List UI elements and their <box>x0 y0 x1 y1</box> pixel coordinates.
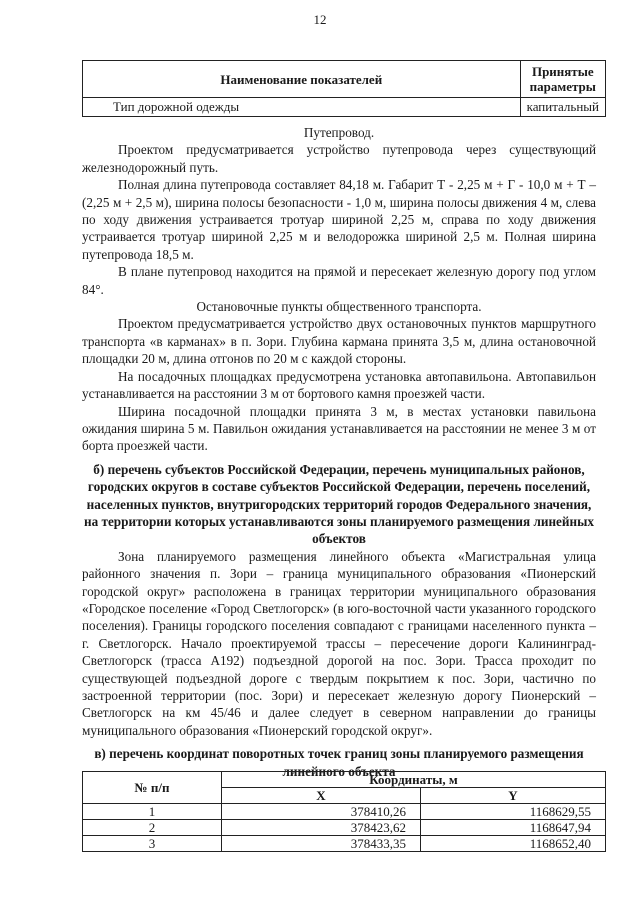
parameters-table-header <box>83 61 606 98</box>
section-c-heading: в) перечень координат поворотных точек границ зоны планируемого размещения линейного объекта <box>94 746 584 779</box>
section-b-heading: б) перечень субъектов Российской Федерации, перечень муниципальных районов, городских округов в составе субъектов Российской Федерации, перечень поселений, населенных пунктов, внутригородских территорий городов Федерального значения, на территории которых устанавливаются зоны планируемого размещения линейных объектов <box>83 461 594 547</box>
header-indicator-name: Наименование показателей <box>83 61 521 98</box>
document-body <box>82 124 596 780</box>
paragraph: В плане путепровод находится на прямой и пересекает железную дорогу под углом 84°. <box>82 264 596 297</box>
paragraph: Проектом предусматривается устройство путепровода через существующий железнодорожный путь. <box>82 142 596 175</box>
cell-y: 1168629,55 <box>421 804 606 820</box>
row-indicator-value: капитальный <box>520 98 605 117</box>
paragraph: Зона планируемого размещения линейного объекта «Магистральная улица районного значения п. Зори – граница муниципального образования «Пионерский городской округ» расположена в границах территории муниципального образования «Городское поселение «Город Светлогорск» (в юго-восточной части указанного городского поселения). Границы городского поселения совпадают с границами населенного пункта – г. Светлогорск. Начало проектируемой трассы – пересечение дороги Калининград-Светлогорск (трасса А192) подъездной дорогой на пос. Зори. Трасса проходит по существующей подъездной дороге с твердым покрытием к пос. Зори, частично по застроенной территории (пос. Зори) и пересекает железную дорогу Пионерский – Светлогорск на км 45/46 и далее следует в северном направлении до границы муниципального образования «Пионерский городской округ». <box>82 548 596 738</box>
header-y: Y <box>421 788 606 804</box>
cell-number: 1 <box>83 804 222 820</box>
parameters-table <box>82 60 606 117</box>
cell-number: 2 <box>83 820 222 836</box>
cell-x: 378423,62 <box>222 820 421 836</box>
header-row-number: № п/п <box>83 772 222 804</box>
table-row <box>83 804 606 820</box>
table-row <box>83 836 606 852</box>
cell-y: 1168647,94 <box>421 820 606 836</box>
paragraph: На посадочных площадках предусмотрена установка автопавильона. Автопавильон устанавливается на расстоянии 3 м от бортового камня проезжей части. <box>82 368 596 402</box>
cell-x: 378433,35 <box>222 836 421 852</box>
header-accepted-params: Принятые параметры <box>520 61 605 98</box>
table-row <box>83 98 606 117</box>
cell-y: 1168652,40 <box>421 836 606 852</box>
paragraph: Проектом предусматривается устройство двух остановочных пунктов маршрутного транспорта «в карманах» в п. Зори. Глубина кармана принята 3,5 м, длина остановочной площадки 20 м, длина отгонов по 20 м с каждой стороны. <box>82 316 596 367</box>
cell-number: 3 <box>83 836 222 852</box>
row-indicator-name: Тип дорожной одежды <box>83 98 521 117</box>
cell-x: 378410,26 <box>222 804 421 820</box>
header-x: X <box>222 788 421 804</box>
table-row <box>83 820 606 836</box>
header-coordinates: Координаты, м <box>222 772 606 788</box>
paragraph: Ширина посадочной площадки принята 3 м, в местах установки павильона ожидания ширина 5 м. Павильон ожидания устанавливается на расстоянии не менее 3 м от борта проезжей части. <box>82 403 596 454</box>
overpass-title: Путепровод. <box>303 125 375 140</box>
coordinates-table <box>82 771 606 852</box>
page-number: 12 <box>313 12 327 27</box>
coordinates-header-row <box>83 772 606 788</box>
stops-title: Остановочные пункты общественного транспорта. <box>196 299 482 315</box>
paragraph: Полная длина путепровода составляет 84,18 м. Габарит Т - 2,25 м + Г - 10,0 м + Т – (2,25 м + 2,5 м), ширина полосы безопасности - 1,0 м, ширина полосы движения 4 м, слева по ходу движения устраивается тротуар шириной 2,25 м, справа по ходу движения устраивается тротуар шириной 2,25 м и велодорожка шириной 2,5 м. Полная ширина путепровода 18,5 м. <box>82 177 596 262</box>
